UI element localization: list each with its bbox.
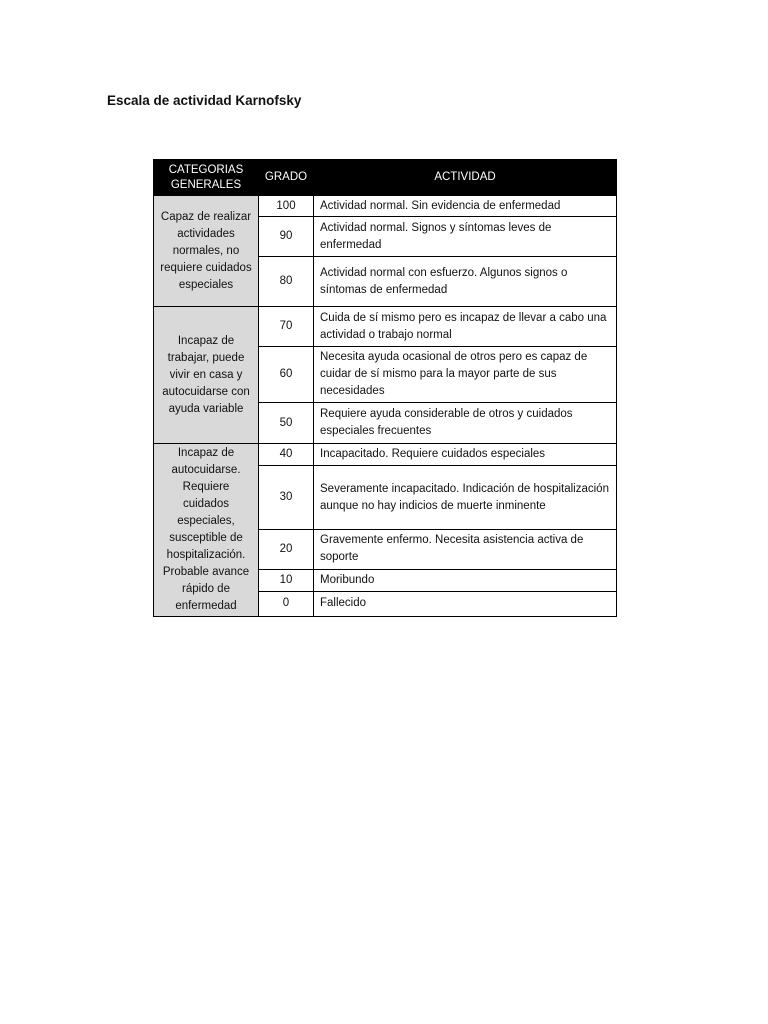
karnofsky-scale-table: [153, 159, 617, 617]
table-header-row: [154, 160, 617, 196]
grade-cell: 60: [259, 347, 314, 403]
category-cell: Capaz de realizar actividades normales, no requiere cuidados especiales: [154, 196, 259, 307]
activity-cell: Severamente incapacitado. Indicación de hospitalización aunque no hay indicios de muerte inminente: [314, 466, 617, 530]
activity-cell: Gravemente enfermo. Necesita asistencia activa de soporte: [314, 530, 617, 569]
category-cell: Incapaz de trabajar, puede vivir en casa y autocuidarse con ayuda variable: [154, 307, 259, 444]
table-row: [154, 196, 617, 217]
grade-cell: 100: [259, 196, 314, 217]
grade-cell: 80: [259, 257, 314, 307]
grade-cell: 70: [259, 307, 314, 347]
grade-cell: 0: [259, 591, 314, 616]
header-categories: CATEGORIAS GENERALES: [154, 160, 259, 196]
grade-cell: 30: [259, 466, 314, 530]
activity-cell: Fallecido: [314, 591, 617, 616]
grade-cell: 90: [259, 217, 314, 257]
header-grade: GRADO: [259, 160, 314, 196]
activity-cell: Actividad normal. Signos y síntomas leves de enfermedad: [314, 217, 617, 257]
category-cell: Incapaz de autocuidarse. Requiere cuidados especiales, susceptible de hospitalización. Probable avance rápido de enfermedad: [154, 444, 259, 617]
activity-cell: Necesita ayuda ocasional de otros pero es capaz de cuidar de sí mismo para la mayor parte de sus necesidades: [314, 347, 617, 403]
grade-cell: 40: [259, 444, 314, 466]
grade-cell: 20: [259, 530, 314, 569]
grade-cell: 10: [259, 569, 314, 591]
activity-cell: Moribundo: [314, 569, 617, 591]
table-row: [154, 444, 617, 466]
activity-cell: Actividad normal. Sin evidencia de enfermedad: [314, 196, 617, 217]
activity-cell: Actividad normal con esfuerzo. Algunos signos o síntomas de enfermedad: [314, 257, 617, 307]
activity-cell: Incapacitado. Requiere cuidados especiales: [314, 444, 617, 466]
document-title: Escala de actividad Karnofsky: [107, 93, 302, 108]
grade-cell: 50: [259, 403, 314, 444]
activity-cell: Requiere ayuda considerable de otros y cuidados especiales frecuentes: [314, 403, 617, 444]
activity-cell: Cuida de sí mismo pero es incapaz de llevar a cabo una actividad o trabajo normal: [314, 307, 617, 347]
table-row: [154, 307, 617, 347]
header-activity: ACTIVIDAD: [314, 160, 617, 196]
